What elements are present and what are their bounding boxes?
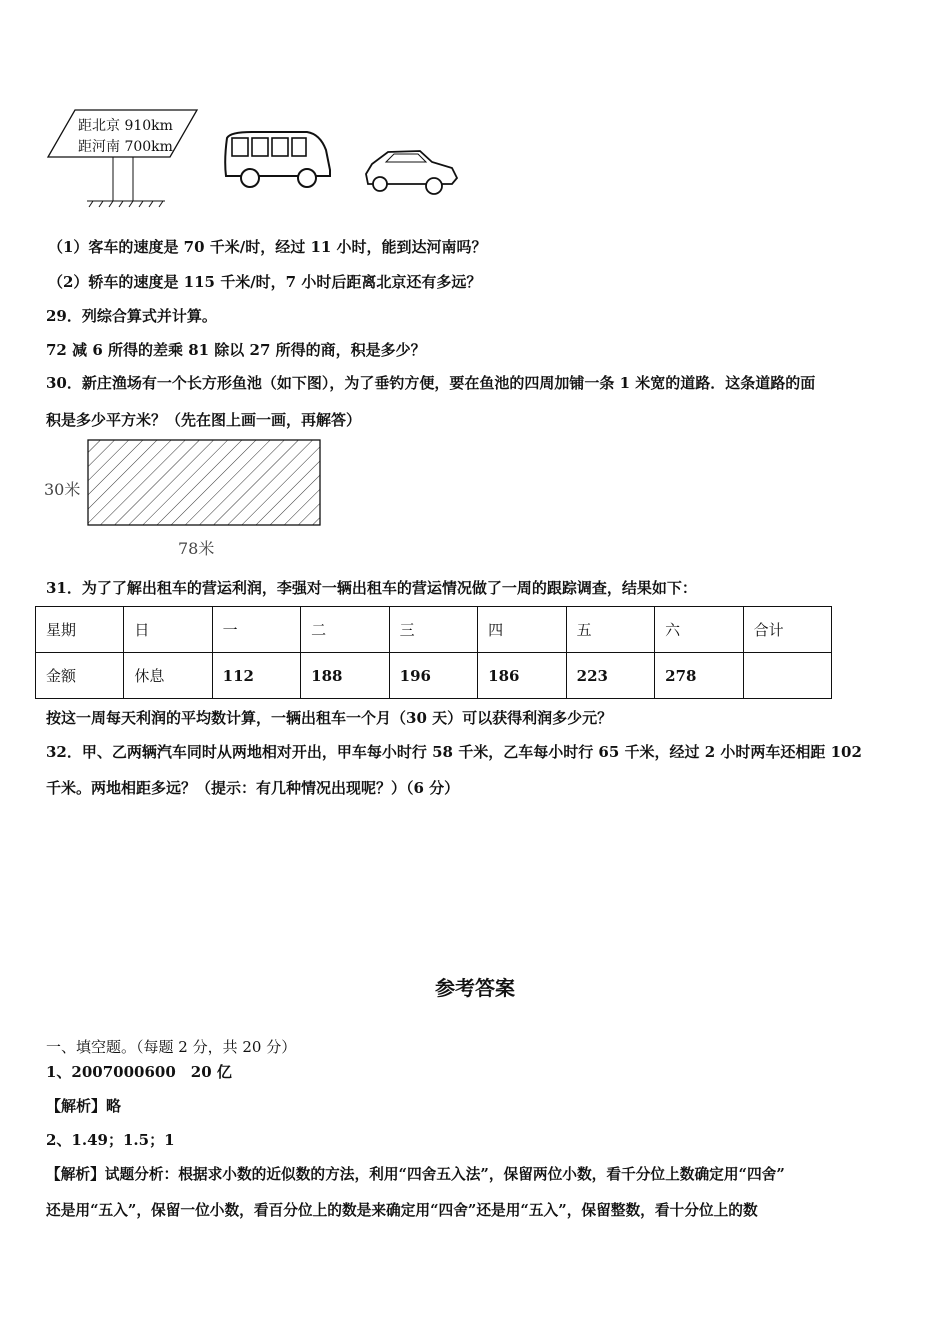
table-cell: 休息	[124, 653, 212, 699]
table-row	[36, 653, 832, 699]
table-cell: 278	[655, 653, 744, 699]
q28-part1: （1）客车的速度是 70 千米/时，经过 11 小时，能到达河南吗？	[48, 238, 487, 256]
pond-length-label: 78米	[178, 539, 215, 558]
answer-2-analysis-line2: 还是用“五入”，保留一位小数，看百分位上的数是来确定用“四舍”还是用“五入”，保留整数，看十分位上的数	[46, 1202, 758, 1219]
answer-2-analysis-line1: 【解析】试题分析：根据求小数的近似数的方法，利用“四舍五入法”，保留两位小数，看千分位上数确定用“四舍”	[46, 1166, 785, 1183]
car-illustration	[362, 148, 460, 196]
bus-illustration	[222, 130, 334, 190]
table-cell: 日	[124, 607, 212, 653]
q32-line1: 32．甲、乙两辆汽车同时从两地相对开出，甲车每小时行 58 千米，乙车每小时行 65 千米，经过 2 小时两车还相距 102	[46, 743, 862, 761]
table-cell: 二	[301, 607, 390, 653]
answer-1-analysis: 【解析】略	[46, 1097, 122, 1115]
sign-line-2: 距河南 700km	[78, 139, 173, 155]
table-cell: 星期	[36, 607, 124, 653]
q31-text: 31．为了了解出租车的营运利润，李强对一辆出租车的营运情况做了一周的跟踪调查，结果如下：	[46, 579, 697, 597]
table-cell: 223	[566, 653, 655, 699]
table-header-row	[36, 607, 832, 653]
q32-line2: 千米。两地相距多远？（提示：有几种情况出现呢？）（6 分）	[46, 779, 460, 797]
answers-section: 一、填空题。（每题 2 分，共 20 分）	[46, 1038, 297, 1056]
table-cell: 四	[478, 607, 567, 653]
table-cell: 196	[389, 653, 478, 699]
table-cell: 五	[566, 607, 655, 653]
q30-line1: 30．新庄渔场有一个长方形鱼池（如下图），为了垂钓方便，要在鱼池的四周加铺一条 1 米宽的道路．这条道路的面	[46, 374, 816, 392]
fish-pond-rectangle	[87, 439, 322, 527]
answer-2: 2、1.49；1.5；1	[46, 1131, 175, 1149]
answer-1: 1、2007000600 20 亿	[46, 1063, 232, 1081]
answers-title: 参考答案	[435, 976, 515, 1000]
table-cell: 六	[655, 607, 744, 653]
table-cell: 一	[212, 607, 301, 653]
q29-title: 29．列综合算式并计算。	[46, 307, 217, 325]
table-cell-total	[743, 653, 831, 699]
taxi-profit-table	[35, 606, 832, 699]
table-cell: 186	[478, 653, 567, 699]
table-cell: 合计	[743, 607, 831, 653]
q30-line2: 积是多少平方米？（先在图上画一画，再解答）	[46, 411, 362, 429]
q28-part2: （2）轿车的速度是 115 千米/时，7 小时后距离北京还有多远？	[48, 273, 482, 291]
table-cell: 188	[301, 653, 390, 699]
q31-question: 按这一周每天利润的平均数计算，一辆出租车一个月（30 天）可以获得利润多少元？	[46, 709, 613, 727]
sign-line-1: 距北京 910km	[78, 118, 173, 134]
q29-text: 72 减 6 所得的差乘 81 除以 27 所得的商，积是多少？	[46, 341, 426, 359]
table-cell: 112	[212, 653, 301, 699]
table-cell: 三	[389, 607, 478, 653]
table-cell: 金额	[36, 653, 124, 699]
pond-width-label: 30米	[44, 480, 81, 499]
